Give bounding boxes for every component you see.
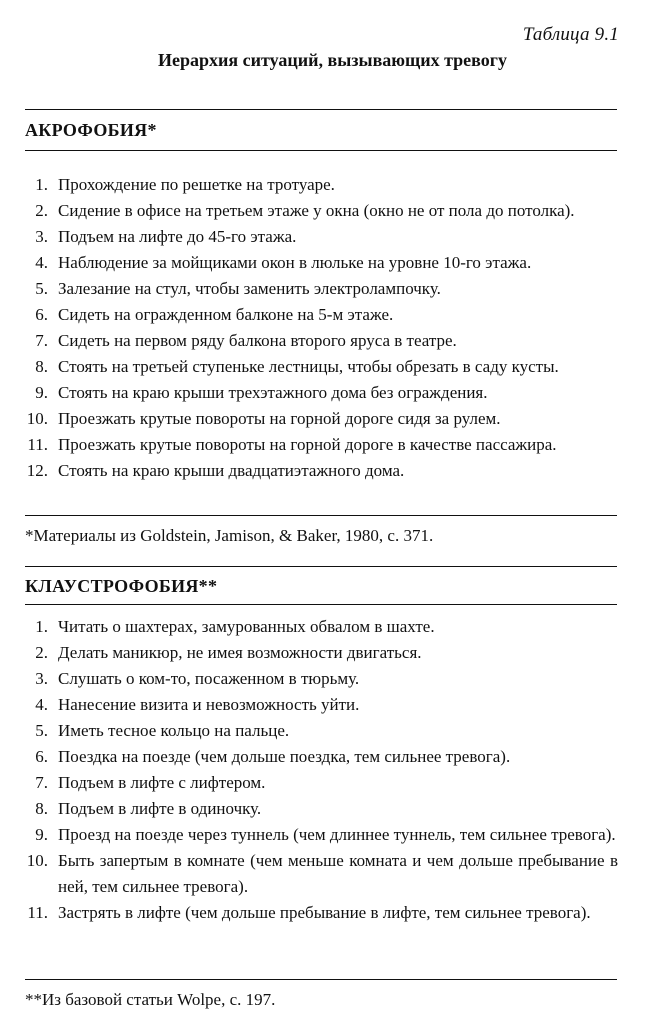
item-number: 5. [35,721,48,740]
list-item [0,432,618,458]
item-text: Подъем в лифте в одиночку. [58,799,262,818]
rule-above-acrophobia-note [25,515,617,516]
claustrophobia-footnote: **Из базовой статьи Wolpe, с. 197. [25,990,276,1009]
item-text: Сидение в офисе на третьем этаже у окна (окно не от пола до потолка). [58,201,575,220]
item-number: 6. [35,747,48,766]
item-text: Проезд на поезде через туннель (чем длиннее туннель, тем сильнее тревога). [58,825,616,844]
item-number: 11. [27,903,48,922]
list-item [0,458,618,484]
item-text: Подъем в лифте с лифтером. [58,773,266,792]
item-number: 8. [35,799,48,818]
claustrophobia-list [0,614,665,926]
acrophobia-list [0,172,665,484]
item-text: Прохождение по решетке на тротуаре. [58,175,335,194]
item-number: 10. [26,409,48,428]
rule-above-claustrophobia [25,566,617,567]
item-number: 4. [35,695,48,714]
section-heading-claustrophobia: КЛАУСТРОФОБИЯ** [25,576,218,596]
item-text: Поездка на поезде (чем дольше поездка, тем сильнее тревога). [58,747,511,766]
list-item [0,302,618,328]
list-item [0,770,618,796]
item-number: 8. [35,357,48,376]
item-text: Сидеть на первом ряду балкона второго яруса в театре. [58,331,457,350]
list-item [0,666,618,692]
list-item [0,692,618,718]
list-item [0,224,618,250]
rule-above-claustrophobia-note [25,979,617,980]
list-item [0,172,618,198]
list-item [0,250,618,276]
item-text: Залезание на стул, чтобы заменить электролампочку. [58,279,441,298]
item-text: Наблюдение за мойщиками окон в люльке на уровне 10-го этажа. [58,253,532,272]
acrophobia-footnote: *Материалы из Goldstein, Jamison, & Baker, 1980, с. 371. [25,526,434,545]
list-item [0,328,618,354]
list-item [0,744,618,770]
table-title: Иерархия ситуаций, вызывающих тревогу [158,50,507,70]
rule-top [25,109,617,110]
item-text: Стоять на краю крыши двадцатиэтажного дома. [58,461,405,480]
list-item [0,640,618,666]
section-heading-acrophobia: АКРОФОБИЯ* [25,120,157,140]
item-text: Иметь тесное кольцо на пальце. [58,721,290,740]
item-number: 10. [26,851,48,870]
item-number: 9. [35,825,48,844]
item-number: 12. [26,461,48,480]
item-number: 7. [35,331,48,350]
table-caption: Таблица 9.1 [522,24,619,45]
item-text: Подъем на лифте до 45-го этажа. [58,227,297,246]
item-number: 4. [35,253,48,272]
item-text: Проезжать крутые повороты на горной дороге в качестве пассажира. [58,435,557,454]
list-item [0,822,618,848]
item-text: Проезжать крутые повороты на горной дороге сидя за рулем. [58,409,501,428]
item-text: Быть запертым в комнате (чем меньше комната и чем дольше пребывание в ней, тем сильнее тревога). [58,851,618,896]
item-number: 3. [35,227,48,246]
item-number: 11. [27,435,48,454]
item-text: Сидеть на огражденном балконе на 5-м этаже. [58,305,394,324]
item-number: 1. [35,617,48,636]
item-text: Стоять на третьей ступеньке лестницы, чтобы обрезать в саду кусты. [58,357,559,376]
rule-under-acrophobia-heading [25,150,617,151]
list-item [0,614,618,640]
item-number: 9. [35,383,48,402]
item-text: Делать маникюр, не имея возможности двигаться. [58,643,422,662]
item-number: 3. [35,669,48,688]
list-item [0,276,618,302]
list-item [0,198,618,224]
list-item [0,380,618,406]
item-number: 1. [35,175,48,194]
item-number: 2. [35,643,48,662]
item-number: 5. [35,279,48,298]
item-text: Застрять в лифте (чем дольше пребывание в лифте, тем сильнее тревога). [58,903,591,922]
item-number: 2. [35,201,48,220]
item-text: Читать о шахтерах, замурованных обвалом в шахте. [58,617,435,636]
rule-under-claustrophobia-heading [25,604,617,605]
item-text: Слушать о ком-то, посаженном в тюрьму. [58,669,360,688]
list-item [0,900,618,926]
list-item [0,848,618,900]
list-item [0,354,618,380]
list-item [0,718,618,744]
item-text: Стоять на краю крыши трехэтажного дома без ограждения. [58,383,488,402]
item-number: 7. [35,773,48,792]
item-text: Нанесение визита и невозможность уйти. [58,695,360,714]
list-item [0,796,618,822]
list-item [0,406,618,432]
item-number: 6. [35,305,48,324]
